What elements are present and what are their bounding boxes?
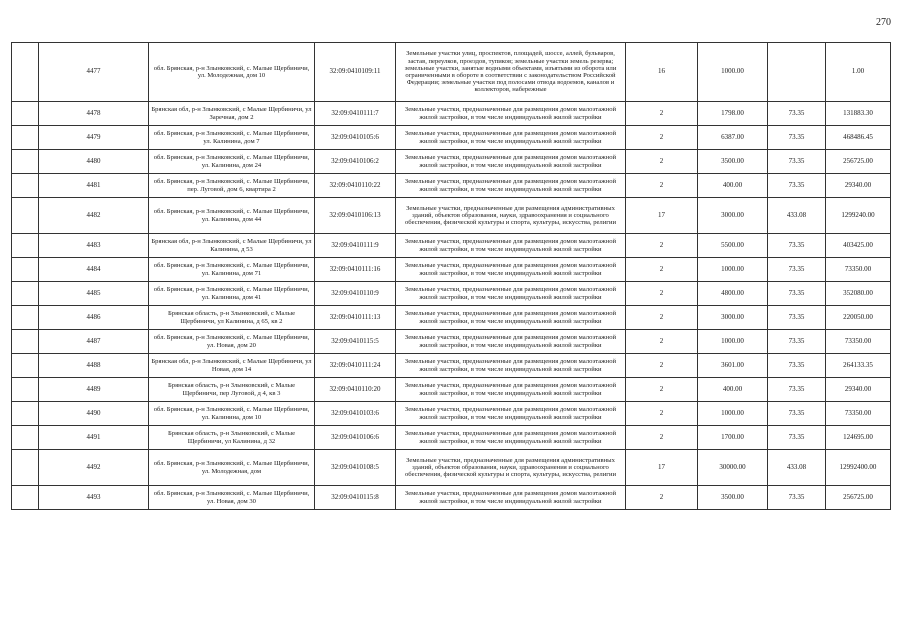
land-use-cell: Земельные участки, предназначенные для размещения домов малоэтажной жилой застройки, в том числе индивидуальной жилой застройки	[396, 426, 626, 450]
cadastral-number-cell: 32:09:0410111:13	[315, 306, 396, 330]
category-cell: 2	[626, 330, 698, 354]
cadastral-value-cell: 403425.00	[826, 234, 891, 258]
cadastral-number-cell: 32:09:0410111:16	[315, 258, 396, 282]
category-cell: 2	[626, 150, 698, 174]
area-cell: 3000.00	[698, 198, 768, 234]
table-row	[12, 234, 891, 258]
table-row	[12, 174, 891, 198]
category-cell: 2	[626, 102, 698, 126]
rate-cell: 73.35	[768, 258, 826, 282]
blank-cell	[12, 234, 39, 258]
table-row	[12, 282, 891, 306]
table-row	[12, 43, 891, 102]
cadastral-value-cell: 73350.00	[826, 402, 891, 426]
area-cell: 3601.00	[698, 354, 768, 378]
record-number-cell: 4487	[39, 330, 149, 354]
blank-cell	[12, 282, 39, 306]
category-cell: 2	[626, 282, 698, 306]
category-cell: 2	[626, 402, 698, 426]
record-number-cell: 4479	[39, 126, 149, 150]
land-use-cell: Земельные участки, предназначенные для размещения домов малоэтажной жилой застройки, в том числе индивидуальной жилой застройки	[396, 258, 626, 282]
address-cell: Брянская область, р-н Злынковский, с Малые Щербиничи, ул Калинина, д 32	[149, 426, 315, 450]
area-cell: 1798.00	[698, 102, 768, 126]
land-use-cell: Земельные участки, предназначенные для размещения домов малоэтажной жилой застройки, в том числе индивидуальной жилой застройки	[396, 102, 626, 126]
record-number-cell: 4478	[39, 102, 149, 126]
table-row	[12, 306, 891, 330]
table-row	[12, 486, 891, 510]
category-cell: 17	[626, 450, 698, 486]
area-cell: 1000.00	[698, 43, 768, 102]
blank-cell	[12, 198, 39, 234]
record-number-cell: 4485	[39, 282, 149, 306]
land-registry-table	[11, 42, 891, 510]
area-cell: 1000.00	[698, 258, 768, 282]
blank-cell	[12, 150, 39, 174]
rate-cell: 73.35	[768, 234, 826, 258]
cadastral-value-cell: 468486.45	[826, 126, 891, 150]
address-cell: Брянская область, р-н Злынковский, с Малые Щербиничи, пер Луговой, д 4, кв 3	[149, 378, 315, 402]
cadastral-value-cell: 124695.00	[826, 426, 891, 450]
area-cell: 4800.00	[698, 282, 768, 306]
land-use-cell: Земельные участки, предназначенные для размещения домов малоэтажной жилой застройки, в том числе индивидуальной жилой застройки	[396, 354, 626, 378]
cadastral-value-cell: 12992400.00	[826, 450, 891, 486]
cadastral-value-cell: 256725.00	[826, 486, 891, 510]
land-use-cell: Земельные участки, предназначенные для размещения домов малоэтажной жилой застройки, в том числе индивидуальной жилой застройки	[396, 150, 626, 174]
area-cell: 6387.00	[698, 126, 768, 150]
table-row	[12, 198, 891, 234]
land-use-cell: Земельные участки, предназначенные для размещения домов малоэтажной жилой застройки, в том числе индивидуальной жилой застройки	[396, 486, 626, 510]
cadastral-value-cell: 131883.30	[826, 102, 891, 126]
blank-cell	[12, 354, 39, 378]
rate-cell: 73.35	[768, 150, 826, 174]
address-cell: Брянская обл, р-н Злынковский, с Малые Щербиничи, ул Калинина, д 53	[149, 234, 315, 258]
cadastral-number-cell: 32:09:0410106:13	[315, 198, 396, 234]
blank-cell	[12, 306, 39, 330]
rate-cell: 73.35	[768, 378, 826, 402]
table-row	[12, 102, 891, 126]
land-use-cell: Земельные участки, предназначенные для размещения домов малоэтажной жилой застройки, в том числе индивидуальной жилой застройки	[396, 378, 626, 402]
address-cell: Брянская обл, р-н Злынковский, с Малые Щербиничи, ул Заречная, дом 2	[149, 102, 315, 126]
address-cell: обл. Брянская, р-н Злынковский, с. Малые Щербиничи, пер. Луговой, дом 6, квартира 2	[149, 174, 315, 198]
cadastral-value-cell: 264133.35	[826, 354, 891, 378]
category-cell: 2	[626, 354, 698, 378]
table-row	[12, 426, 891, 450]
record-number-cell: 4484	[39, 258, 149, 282]
address-cell: обл. Брянская, р-н Злынковский, с. Малые Щербиничи, ул. Калинина, дом 24	[149, 150, 315, 174]
record-number-cell: 4486	[39, 306, 149, 330]
cadastral-number-cell: 32:09:0410110:20	[315, 378, 396, 402]
cadastral-value-cell: 220050.00	[826, 306, 891, 330]
cadastral-number-cell: 32:09:0410105:6	[315, 126, 396, 150]
area-cell: 1000.00	[698, 330, 768, 354]
land-use-cell: Земельные участки, предназначенные для размещения домов малоэтажной жилой застройки, в том числе индивидуальной жилой застройки	[396, 126, 626, 150]
cadastral-number-cell: 32:09:0410110:9	[315, 282, 396, 306]
cadastral-number-cell: 32:09:0410108:5	[315, 450, 396, 486]
area-cell: 400.00	[698, 174, 768, 198]
blank-cell	[12, 126, 39, 150]
address-cell: Брянская область, р-н Злынковский, с Малые Щербиничи, ул Калинина, д 65, кв 2	[149, 306, 315, 330]
blank-cell	[12, 102, 39, 126]
category-cell: 2	[626, 174, 698, 198]
cadastral-value-cell: 73350.00	[826, 330, 891, 354]
rate-cell: 73.35	[768, 102, 826, 126]
blank-cell	[12, 486, 39, 510]
cadastral-value-cell: 29340.00	[826, 378, 891, 402]
land-use-cell: Земельные участки, предназначенные для размещения домов малоэтажной жилой застройки, в том числе индивидуальной жилой застройки	[396, 282, 626, 306]
table-row	[12, 354, 891, 378]
table-row	[12, 330, 891, 354]
cadastral-value-cell: 1.00	[826, 43, 891, 102]
cadastral-value-cell: 352080.00	[826, 282, 891, 306]
record-number-cell: 4489	[39, 378, 149, 402]
table-row	[12, 126, 891, 150]
land-use-cell: Земельные участки, предназначенные для размещения домов малоэтажной жилой застройки, в том числе индивидуальной жилой застройки	[396, 330, 626, 354]
rate-cell: 433.08	[768, 450, 826, 486]
address-cell: Брянская обл, р-н Злынковский, с Малые Щербиничи, ул Новая, дом 14	[149, 354, 315, 378]
table-body	[12, 43, 891, 510]
cadastral-number-cell: 32:09:0410115:8	[315, 486, 396, 510]
area-cell: 3000.00	[698, 306, 768, 330]
rate-cell: 73.35	[768, 126, 826, 150]
record-number-cell: 4491	[39, 426, 149, 450]
rate-cell	[768, 43, 826, 102]
address-cell: обл. Брянская, р-н Злынковский, с. Малые Щербиничи, ул. Калинина, дом 7	[149, 126, 315, 150]
address-cell: обл. Брянская, р-н Злынковский, с. Малые Щербиничи, ул. Новая, дом 30	[149, 486, 315, 510]
table-row	[12, 150, 891, 174]
record-number-cell: 4477	[39, 43, 149, 102]
cadastral-number-cell: 32:09:0410115:5	[315, 330, 396, 354]
land-use-cell: Земельные участки улиц, проспектов, площадей, шоссе, аллей, бульваров, застав, переулков, проездов, тупиков; земельные участки земель резерва; земельные участки, занятые водными объектами, изъятыми из оборота или ограниченными в обороте в соответствии с законодательством Российской Федерации; земельные участки под полосами отвода водоемов, каналов и коллекторов, набережные	[396, 43, 626, 102]
cadastral-number-cell: 32:09:0410110:22	[315, 174, 396, 198]
area-cell: 5500.00	[698, 234, 768, 258]
table-row	[12, 450, 891, 486]
blank-cell	[12, 330, 39, 354]
rate-cell: 73.35	[768, 354, 826, 378]
land-use-cell: Земельные участки, предназначенные для размещения домов малоэтажной жилой застройки, в том числе индивидуальной жилой застройки	[396, 234, 626, 258]
cadastral-value-cell: 29340.00	[826, 174, 891, 198]
land-use-cell: Земельные участки, предназначенные для размещения административных зданий, объектов образования, науки, здравоохранения и социального обеспечения, физической культуры и спорта, культуры, искусства, религии	[396, 450, 626, 486]
area-cell: 3500.00	[698, 150, 768, 174]
table-row	[12, 378, 891, 402]
cadastral-number-cell: 32:09:0410106:2	[315, 150, 396, 174]
blank-cell	[12, 174, 39, 198]
cadastral-value-cell: 1299240.00	[826, 198, 891, 234]
rate-cell: 73.35	[768, 402, 826, 426]
land-use-cell: Земельные участки, предназначенные для размещения домов малоэтажной жилой застройки, в том числе индивидуальной жилой застройки	[396, 402, 626, 426]
address-cell: обл. Брянская, р-н Злынковский, с. Малые Щербиничи, ул. Новая, дом 20	[149, 330, 315, 354]
cadastral-number-cell: 32:09:0410111:24	[315, 354, 396, 378]
category-cell: 2	[626, 126, 698, 150]
record-number-cell: 4480	[39, 150, 149, 174]
rate-cell: 433.08	[768, 198, 826, 234]
area-cell: 1000.00	[698, 402, 768, 426]
record-number-cell: 4492	[39, 450, 149, 486]
cadastral-number-cell: 32:09:0410111:9	[315, 234, 396, 258]
page-number: 270	[876, 17, 891, 28]
blank-cell	[12, 43, 39, 102]
blank-cell	[12, 402, 39, 426]
table-row	[12, 258, 891, 282]
address-cell: обл. Брянская, р-н Злынковский, с. Малые Щербиничи, ул. Молодежная, дом 10	[149, 43, 315, 102]
table-row	[12, 402, 891, 426]
blank-cell	[12, 450, 39, 486]
category-cell: 2	[626, 486, 698, 510]
address-cell: обл. Брянская, р-н Злынковский, с. Малые Щербиничи, ул. Калинина, дом 71	[149, 258, 315, 282]
address-cell: обл. Брянская, р-н Злынковский, с. Малые Щербиничи, ул. Калинина, дом 44	[149, 198, 315, 234]
blank-cell	[12, 378, 39, 402]
cadastral-number-cell: 32:09:0410103:6	[315, 402, 396, 426]
cadastral-number-cell: 32:09:0410111:7	[315, 102, 396, 126]
category-cell: 16	[626, 43, 698, 102]
area-cell: 3500.00	[698, 486, 768, 510]
record-number-cell: 4488	[39, 354, 149, 378]
blank-cell	[12, 258, 39, 282]
area-cell: 1700.00	[698, 426, 768, 450]
rate-cell: 73.35	[768, 486, 826, 510]
record-number-cell: 4493	[39, 486, 149, 510]
category-cell: 2	[626, 234, 698, 258]
category-cell: 2	[626, 258, 698, 282]
category-cell: 2	[626, 378, 698, 402]
rate-cell: 73.35	[768, 282, 826, 306]
address-cell: обл. Брянская, р-н Злынковский, с. Малые Щербиничи, ул. Калинина, дом 10	[149, 402, 315, 426]
area-cell: 400.00	[698, 378, 768, 402]
category-cell: 2	[626, 426, 698, 450]
address-cell: обл. Брянская, р-н Злынковский, с. Малые Щербиничи, ул. Калинина, дом 41	[149, 282, 315, 306]
record-number-cell: 4483	[39, 234, 149, 258]
land-use-cell: Земельные участки, предназначенные для размещения административных зданий, объектов образования, науки, здравоохранения и социального обеспечения, физической культуры и спорта, культуры, искусства, религии	[396, 198, 626, 234]
cadastral-number-cell: 32:09:0410109:11	[315, 43, 396, 102]
record-number-cell: 4490	[39, 402, 149, 426]
rate-cell: 73.35	[768, 174, 826, 198]
record-number-cell: 4481	[39, 174, 149, 198]
rate-cell: 73.35	[768, 306, 826, 330]
land-use-cell: Земельные участки, предназначенные для размещения домов малоэтажной жилой застройки, в том числе индивидуальной жилой застройки	[396, 174, 626, 198]
cadastral-number-cell: 32:09:0410106:6	[315, 426, 396, 450]
category-cell: 2	[626, 306, 698, 330]
rate-cell: 73.35	[768, 426, 826, 450]
category-cell: 17	[626, 198, 698, 234]
rate-cell: 73.35	[768, 330, 826, 354]
record-number-cell: 4482	[39, 198, 149, 234]
cadastral-value-cell: 256725.00	[826, 150, 891, 174]
blank-cell	[12, 426, 39, 450]
area-cell: 30000.00	[698, 450, 768, 486]
cadastral-value-cell: 73350.00	[826, 258, 891, 282]
land-use-cell: Земельные участки, предназначенные для размещения домов малоэтажной жилой застройки, в том числе индивидуальной жилой застройки	[396, 306, 626, 330]
address-cell: обл. Брянская, р-н Злынковский, с. Малые Щербиничи, ул. Молодежная, дом	[149, 450, 315, 486]
